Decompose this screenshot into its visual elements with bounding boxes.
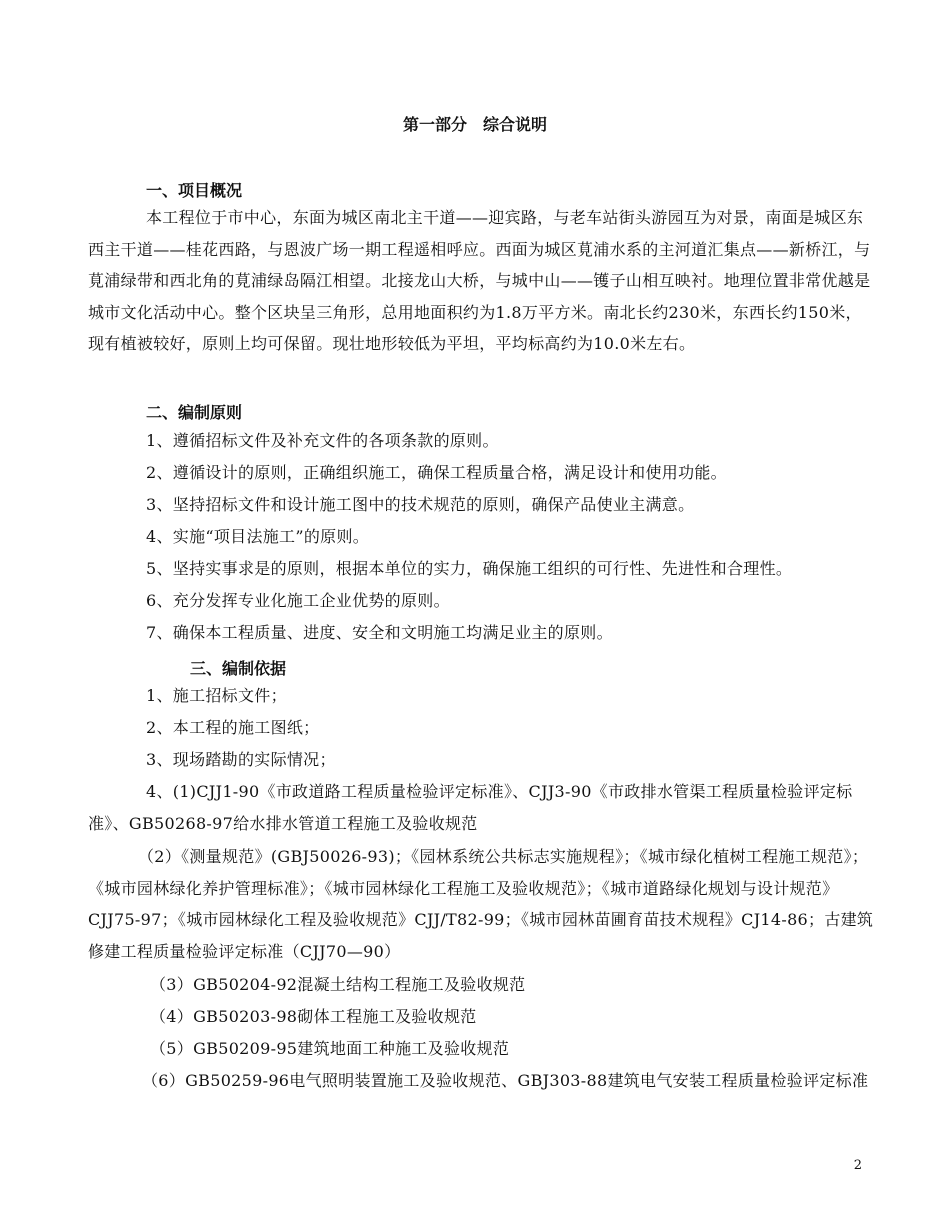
principle-item: 6、充分发挥专业化施工企业优势的原则。 <box>146 591 450 610</box>
section-1-heading: 一、项目概况 <box>146 181 243 200</box>
principle-item: 1、遵循招标文件及补充文件的各项条款的原则。 <box>146 431 499 450</box>
basis-item-4-3: （3）GB50204-92混凝土结构工程施工及验收规范 <box>150 975 526 994</box>
principle-item: 3、坚持招标文件和设计施工图中的技术规范的原则，确保产品使业主满意。 <box>146 495 695 514</box>
principle-item: 5、坚持实事求是的原则，根据本单位的实力，确保施工组织的可行性、先进性和合理性。 <box>146 559 793 578</box>
basis-item-4-4: （4）GB50203-98砌体工程施工及验收规范 <box>150 1007 477 1026</box>
basis-item-4-6: （6）GB50259-96电气照明装置施工及验收规范、GBJ303-88建筑电气安装工程质量检验评定标准 <box>142 1071 869 1090</box>
basis-item-4-5: （5）GB50209-95建筑地面工种施工及验收规范 <box>150 1039 510 1058</box>
principle-item: 4、实施“项目法施工”的原则。 <box>146 527 370 546</box>
basis-item: 3、现场踏勘的实际情况； <box>146 750 336 769</box>
basis-item-4: 4、(1)CJJ1-90《市政道路工程质量检验评定标准》、CJJ3-90《市政排水管渠工程质量检验评定标准》、GB50268-97给水排水管道工程施工及验收规范 <box>88 782 853 833</box>
section-1-body: 本工程位于市中心，东面为城区南北主干道——迎宾路，与老车站街头游园互为对景，南面是城区东西主干道——桂花西路，与恩波广场一期工程遥相呼应。西面为城区莧浦水系的主河道汇集点——新桥江，与莧浦绿带和西北角的莧浦绿岛隔江相望。北接龙山大桥，与城中山——镬子山相互映衬。地理位置非常优越是城市文化活动中心。整个区块呈三角形，总用地面积约为1.8万平方米。南北长约230米，东西长约150米，现有植被较好，原则上均可保留。现壮地形较低为平坦，平均标高约为10.0米左右。 <box>88 208 871 353</box>
principle-item: 2、遵循设计的原则，正确组织施工，确保工程质量合格，满足设计和使用功能。 <box>146 463 727 482</box>
basis-item-4-2: （2）《测量规范》(GBJ50026-93)；《园林系统公共标志实施规程》；《城市绿化植树工程施工规范》；《城市园林绿化养护管理标准》；《城市园林绿化工程施工及验收规范》；《城市道路绿化规划与设计规范》CJJ75-97；《城市园林绿化工程及验收规范》CJJ/T82-99；《城市园林苗圃育苗技术规程》CJ14-86；古建筑修建工程质量检验评定标准（CJJ70—90） <box>88 847 874 961</box>
basis-item: 2、本工程的施工图纸； <box>146 718 320 737</box>
basis-item: 1、施工招标文件； <box>146 686 287 705</box>
principle-item: 7、确保本工程质量、进度、安全和文明施工均满足业主的原则。 <box>146 623 613 642</box>
section-2-heading: 二、编制原则 <box>146 403 243 422</box>
page-number: 2 <box>853 1158 862 1173</box>
page-title: 第一部分 综合说明 <box>402 115 547 134</box>
section-3-heading: 三、编制依据 <box>190 659 287 678</box>
